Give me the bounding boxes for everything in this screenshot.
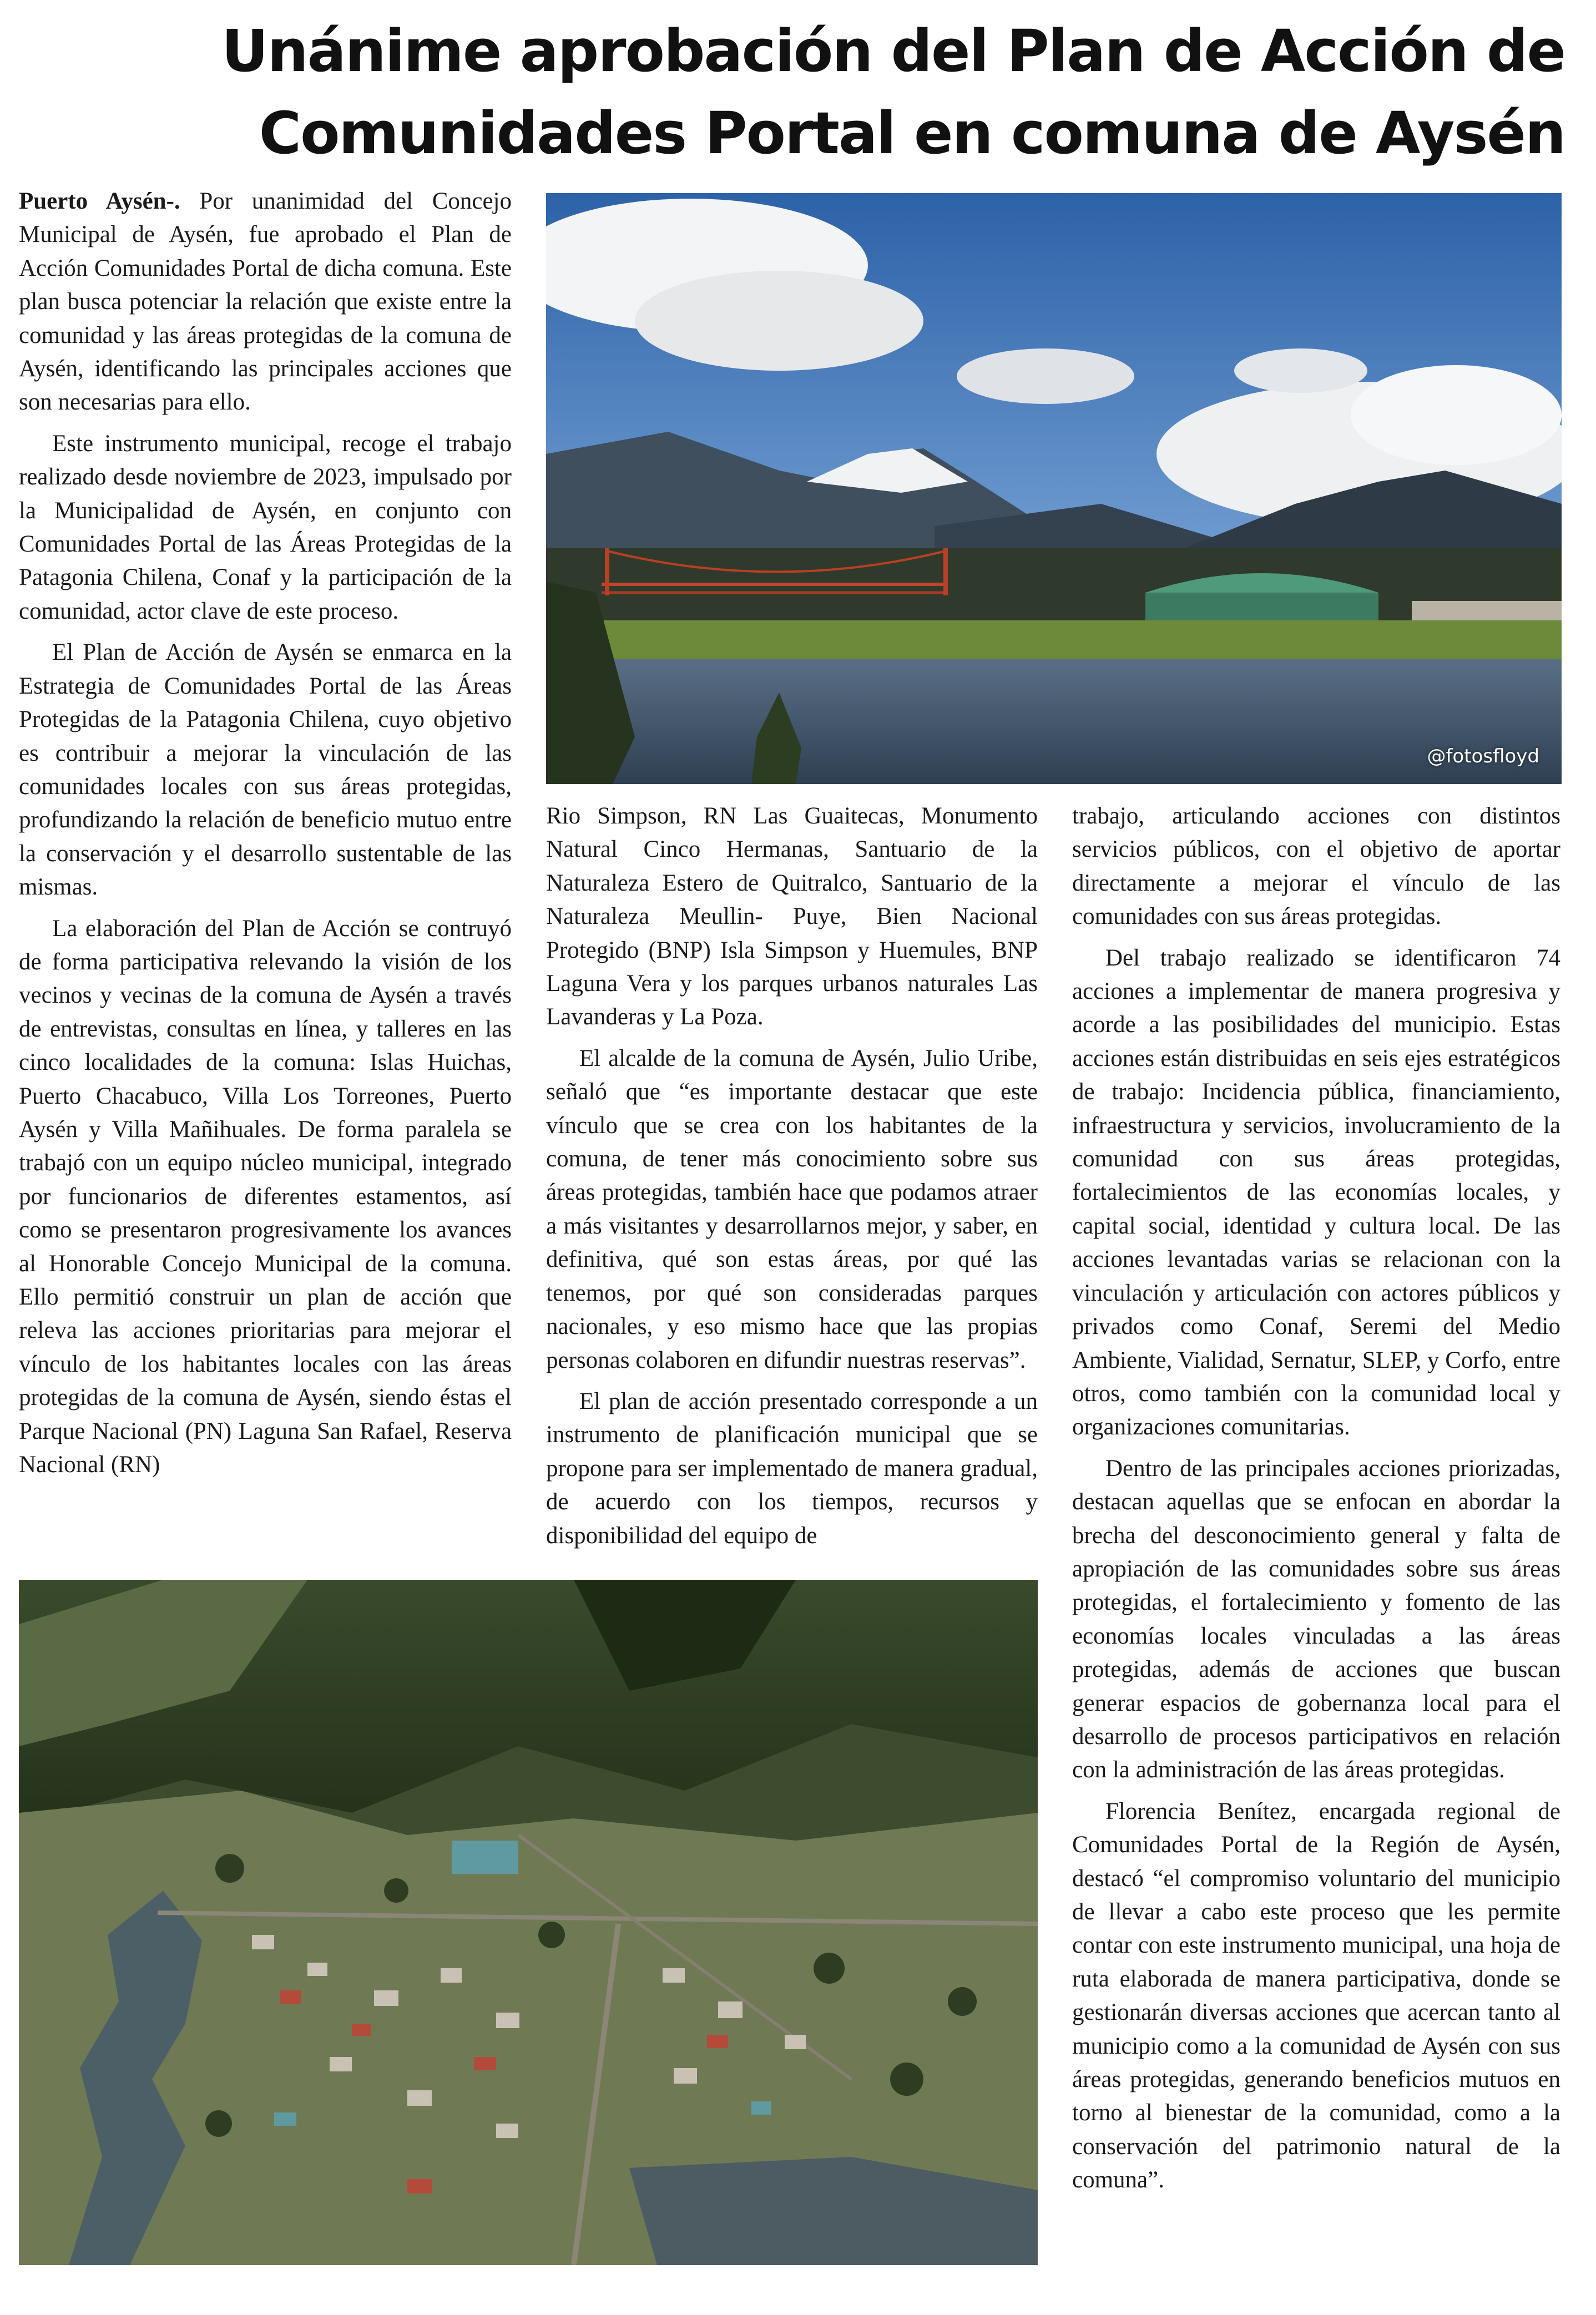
photo-river-bridge-image — [546, 193, 1562, 784]
column-1 — [19, 185, 512, 1482]
paragraph-6-continued: trabajo, articulando acciones con distintos servicios públicos, con el objetivo de aportar directamente a mejorar el vínculo de las comunidades con sus áreas protegidas. — [1072, 803, 1560, 930]
column-3 — [1072, 800, 1560, 2197]
dateline: Puerto Aysén-. — [19, 188, 180, 214]
paragraph-5: El alcalde de la comuna de Aysén, Julio Uribe, señaló que “es importante destacar que este vínculo que se crea con los habitantes de la comuna, de tener más conocimiento sobre sus áreas protegidas, también hace que podamos atraer a más visitantes y desarrollarnos mejor, y saber, en definitiva, qué son estas áreas, por qué las tenemos, por qué son consideradas parques nacionales, y eso mismo hace que las propias personas colaboren en difundir nuestras reservas”. — [546, 1045, 1038, 1373]
paragraph-1-text: Por unanimidad del Concejo Municipal de Aysén, fue aprobado el Plan de Acción Comunidades Portal de dicha comuna. Este plan busca potenciar la relación que existe entre la comunidad y las áreas protegidas de la comuna de Aysén, identificando las principales acciones que son necesarias para ello. — [19, 188, 512, 416]
column-2 — [546, 800, 1038, 1553]
headline: Unánime aprobación del Plan de Acción de Comunidades Portal en comuna de Aysén — [221, 17, 1565, 167]
photo-aerial-town — [19, 1580, 1038, 2265]
paragraph-3: El Plan de Acción de Aysén se enmarca en la Estrategia de Comunidades Portal de las Áreas Protegidas de la Patagonia Chilena, cuyo objetivo es contribuir a mejorar la vinculación de las comunidades locales con sus áreas protegidas, profundizando la relación de beneficio mutuo entre la conservación y el desarrollo sustentable de las mismas. — [19, 639, 512, 901]
paragraph-intro — [19, 185, 512, 419]
paragraph-2: Este instrumento municipal, recoge el trabajo realizado desde noviembre de 2023, impulsado por la Municipalidad de Aysén, en conjunto con Comunidades Portal de las Áreas Protegidas de la Patagonia Chilena, Conaf y la participación de la comunidad, actor clave de este proceso. — [19, 430, 512, 624]
paragraph-4-start: La elaboración del Plan de Acción se contruyó de forma participativa relevando la visión de los vecinos y vecinas de la comuna de Aysén a través de entrevistas, consultas en línea, y talleres en las cinco localidades de la comuna: Islas Huichas, Puerto Chacabuco, Villa Los Torreones, Puerto Aysén y Villa Mañihuales. De forma paralela se trabajó con un equipo núcleo municipal, integrado por funcionarios de diferentes estamentos, así como se presentaron progresivamente los avances al Honorable Concejo Municipal de la comuna. Ello permitió construir un plan de acción que releva las acciones prioritarias para mejorar el vínculo de los habitantes locales con las áreas protegidas de la comuna de Aysén, siendo éstas el Parque Nacional (PN) Laguna San Rafael, Reserva Nacional (RN) — [19, 915, 512, 1478]
photo-river-bridge — [546, 193, 1562, 784]
paragraph-7: Del trabajo realizado se identificaron 74 acciones a implementar de manera progresiva y acorde a las posibilidades del municipio. Estas acciones están distribuidas en seis ejes estratégicos de trabajo: Incidencia pública, financiamiento, infraestructura y servicios, involucramiento de la comunidad con sus áreas protegidas, fortalecimientos de las economías locales, y capital social, identidad y cultura local. De las acciones levantadas varias se relacionan con la vinculación y articulación con actores públicos y privados como Conaf, Seremi del Medio Ambiente, Vialidad, Sernatur, SLEP, y Corfo, entre otros, como también con la comunidad local y organizaciones comunitarias. — [1072, 944, 1560, 1440]
paragraph-4-continued: Rio Simpson, RN Las Guaitecas, Monumento Natural Cinco Hermanas, Santuario de la Naturaleza Estero de Quitralco, Santuario de la Naturaleza Meullin- Puye, Bien Nacional Protegido (BNP) Isla Simpson y Huemules, BNP Laguna Vera y los parques urbanos naturales Las Lavanderas y La Poza. — [546, 803, 1038, 1030]
paragraph-6-start: El plan de acción presentado corresponde a un instrumento de planificación municipal que se propone para ser implementado de manera gradual, de acuerdo con los tiempos, recursos y disponibilidad del equipo de — [546, 1388, 1038, 1549]
paragraph-9: Florencia Benítez, encargada regional de Comunidades Portal de la Región de Aysén, destacó “el compromiso voluntario del municipio de llevar a cabo este proceso que les permite contar con este instrumento municipal, una hoja de ruta elaborada de manera participativa, donde se gestionarán diversas acciones que acercan tanto al municipio como a la comunidad de Aysén con sus áreas protegidas, generando beneficios mutuos en torno al bienestar de la comunidad, como a la conservación del patrimonio natural de la comuna”. — [1072, 1798, 1560, 2193]
paragraph-8: Dentro de las principales acciones priorizadas, destacan aquellas que se enfocan en abordar la brecha del desconocimiento general y falta de apropiación de las comunidades sobre sus áreas protegidas, el fortalecimiento y fomento de las economías locales vinculadas a las áreas protegidas, además de acciones que buscan generar espacios de gobernanza local para el desarrollo de procesos participativos en relación con la administración de las áreas protegidas. — [1072, 1455, 1560, 1783]
photo-aerial-town-image — [19, 1580, 1038, 2265]
photo-credit: @fotosfloyd — [1427, 745, 1539, 767]
